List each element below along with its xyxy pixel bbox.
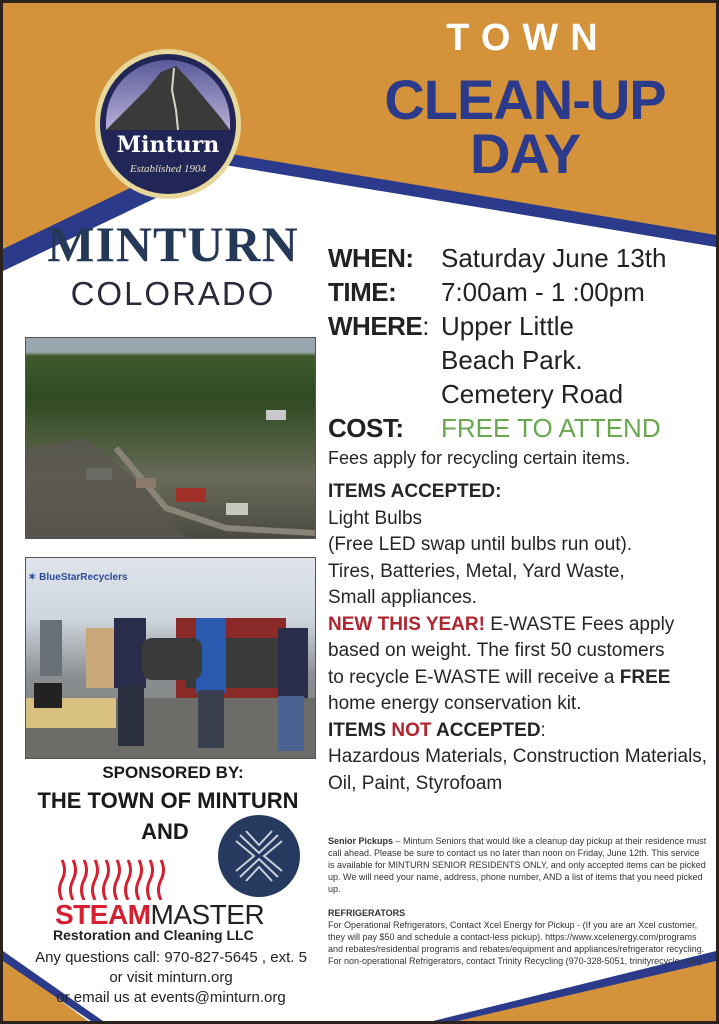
title-main [375,68,675,185]
senior-pickups-note [328,835,708,895]
town-name: MINTURN [47,216,299,272]
not-accepted-line: Hazardous Materials, Construction Materials, [328,746,708,767]
where-colon: : [422,311,430,341]
logo-name: Minturn [116,132,220,158]
flyer-page [3,3,716,1021]
new-this-year-line [328,612,716,639]
recycling-volunteers-photo [25,557,316,759]
mountain-icon [106,60,230,130]
title-town: TOWN [446,17,610,59]
free-kit-text: to recycle E-WASTE will receive a [328,666,620,688]
accepted-line [328,665,716,692]
bluestar-recyclers-logo [28,572,128,583]
bluestar-star-icon: ✶ [28,572,37,583]
where-label [328,311,429,342]
refrigerators-note [328,907,708,967]
cost-label: COST: [328,413,404,443]
not-accepted-line: Oil, Paint, Styrofoam [328,772,503,794]
heading-colon: : [540,719,546,741]
time-value: 7:00am - 1 :00pm [441,277,645,307]
minturn-logo [95,49,241,199]
free-label: FREE [619,666,671,688]
contact-website[interactable]: or visit minturn.org [109,969,233,986]
steam-waves-icon [58,858,168,900]
when-label: WHEN: [328,243,414,273]
title-clean-up: CLEAN-UP [384,68,666,131]
contact-email[interactable]: or email us at events@minturn.org [56,989,286,1006]
refrigerators-text: For Operational Refrigerators, Contact Xcel Energy for Pickup - (If you are an Xcel customer, they will pay $50 and schedule a contact-less pickup). https://www.xcelenergy.com/programs and rebates/residential programs and rebates/equipment and appliances/refrigerator recycling. For non-operational Refrigerators, contact Trinity Recycling (970-328-5051, trinityrecycle.com) [328,920,705,966]
sponsor-town: THE TOWN OF MINTURN [37,788,299,813]
state-name: COLORADO [70,275,276,312]
where-value-line3: Cemetery Road [441,379,624,409]
aerial-town-photo [25,337,316,539]
when-value: Saturday June 13th [441,243,667,273]
accepted-line: Tires, Batteries, Metal, Yard Waste, [328,560,625,582]
title-day: DAY [469,122,581,185]
where-value-line1: Upper Little [441,311,574,341]
time-label: TIME: [328,277,397,307]
where-value-line2: Beach Park. [441,345,583,375]
heading-not: NOT [391,719,432,741]
ewaste-fees-text: E-WASTE Fees apply [484,613,675,635]
cost-value: FREE TO ATTEND [441,413,661,443]
accepted-line: based on weight. The first 50 customers [328,640,665,661]
senior-pickups-text: – Minturn Seniors that would like a cleanup day pickup at their residence must call ahead. Please be sure to contact us no later than noon on Friday, June 12th. This service is available for MINTURN SENIOR RESIDENTS ONLY, and only accepted items can be picked up. We will need your name, address, phone number, AND a list of items that you need picked up. [328,836,707,894]
heading-accepted: ACCEPTED [431,719,541,741]
items-not-accepted-heading [328,718,716,745]
logo-established: Established 1904 [129,163,207,175]
steammaster-subtitle: Restoration and Cleaning LLC [53,927,254,943]
steam-text: STEAM [55,899,151,930]
items-accepted [328,479,716,797]
accepted-line: (Free LED swap until bulbs run out). [328,534,633,555]
refrigerators-heading: REFRIGERATORS [328,908,406,918]
where-label-text: WHERE [328,311,423,341]
battle-north-x-icon [218,815,300,897]
accepted-line: Small appliances. [328,587,477,608]
fees-note: Fees apply for recycling certain items. [328,448,631,468]
battle-north-logo [218,815,300,897]
contact-phone: Any questions call: 970-827-5645 , ext. 5 [35,949,307,966]
logo-badge [100,54,236,194]
new-this-year-label: NEW THIS YEAR! [328,613,485,635]
bluestar-label: BlueStarRecyclers [39,572,128,583]
items-accepted-heading: ITEMS ACCEPTED: [328,481,502,502]
heading-items: ITEMS [328,719,392,741]
event-info [328,239,708,839]
accepted-line: home energy conservation kit. [328,693,582,714]
sponsored-by-heading: SPONSORED BY: [102,763,244,782]
master-text: MASTER [150,899,265,930]
sponsor-and: AND [141,819,189,844]
senior-pickups-label: Senior Pickups [328,836,394,846]
accepted-line: Light Bulbs [328,507,423,529]
